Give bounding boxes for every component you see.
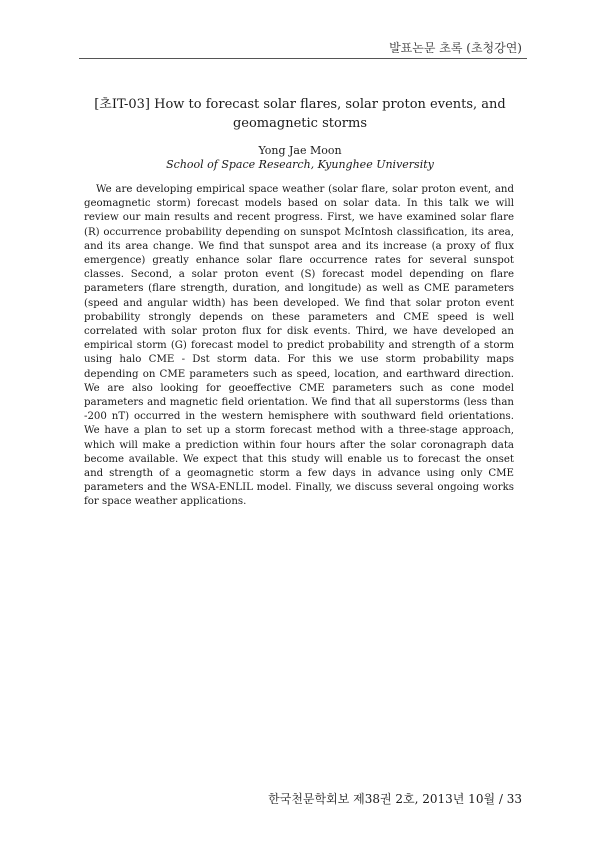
author-affiliation: School of Space Research, Kyunghee University	[166, 158, 434, 171]
page-footer: 한국천문학회보 제38권 2호, 2013년 10월 / 33	[268, 792, 522, 806]
title-line-1: [초IT-03] How to forecast solar flares, solar proton events, and	[94, 97, 506, 112]
title-line-2: geomagnetic storms	[232, 116, 368, 131]
author-name: Yong Jae Moon	[258, 144, 342, 157]
paper-title	[80, 95, 520, 133]
running-head: 발표논문 초록 (초청강연)	[389, 41, 522, 55]
header-rule	[79, 58, 527, 59]
abstract-body: We are developing empirical space weather (solar flare, solar proton event, and geomagnetic storm) forecast models based on solar data. In this talk we will review our main results and recent progress. First, we have examined solar flare (R) occurrence probability depending on sunspot McIntosh classification, its area, and its area change. We find that sunspot area and its increase (a proxy of flux emergence) greatly enhance solar flare occurrence rates for several sunspot classes. Second, a solar proton event (S) forecast model depending on flare parameters (flare strength, duration, and longitude) as well as CME parameters (speed and angular width) has been developed. We find that solar proton event probability strongly depends on these parameters and CME speed is well correlated with solar proton flux for disk events. Third, we have developed an empirical storm (G) forecast model to predict probability and strength of a storm using halo CME - Dst storm data. For this we use storm probability maps depending on CME parameters such as speed, location, and earthward direction. We are also looking for geoeffective CME parameters such as cone model parameters and magnetic field orientation. We find that all superstorms (less than -200 nT) occurred in the western hemisphere with southward field orientations. We have a plan to set up a storm forecast method with a three-stage approach, which will make a prediction within four hours after the solar coronagraph data become available. We expect that this study will enable us to forecast the onset and strength of a geomagnetic storm a few days in advance using only CME parameters and the WSA-ENLIL model. Finally, we discuss several ongoing works for space weather applications.	[84, 184, 514, 508]
